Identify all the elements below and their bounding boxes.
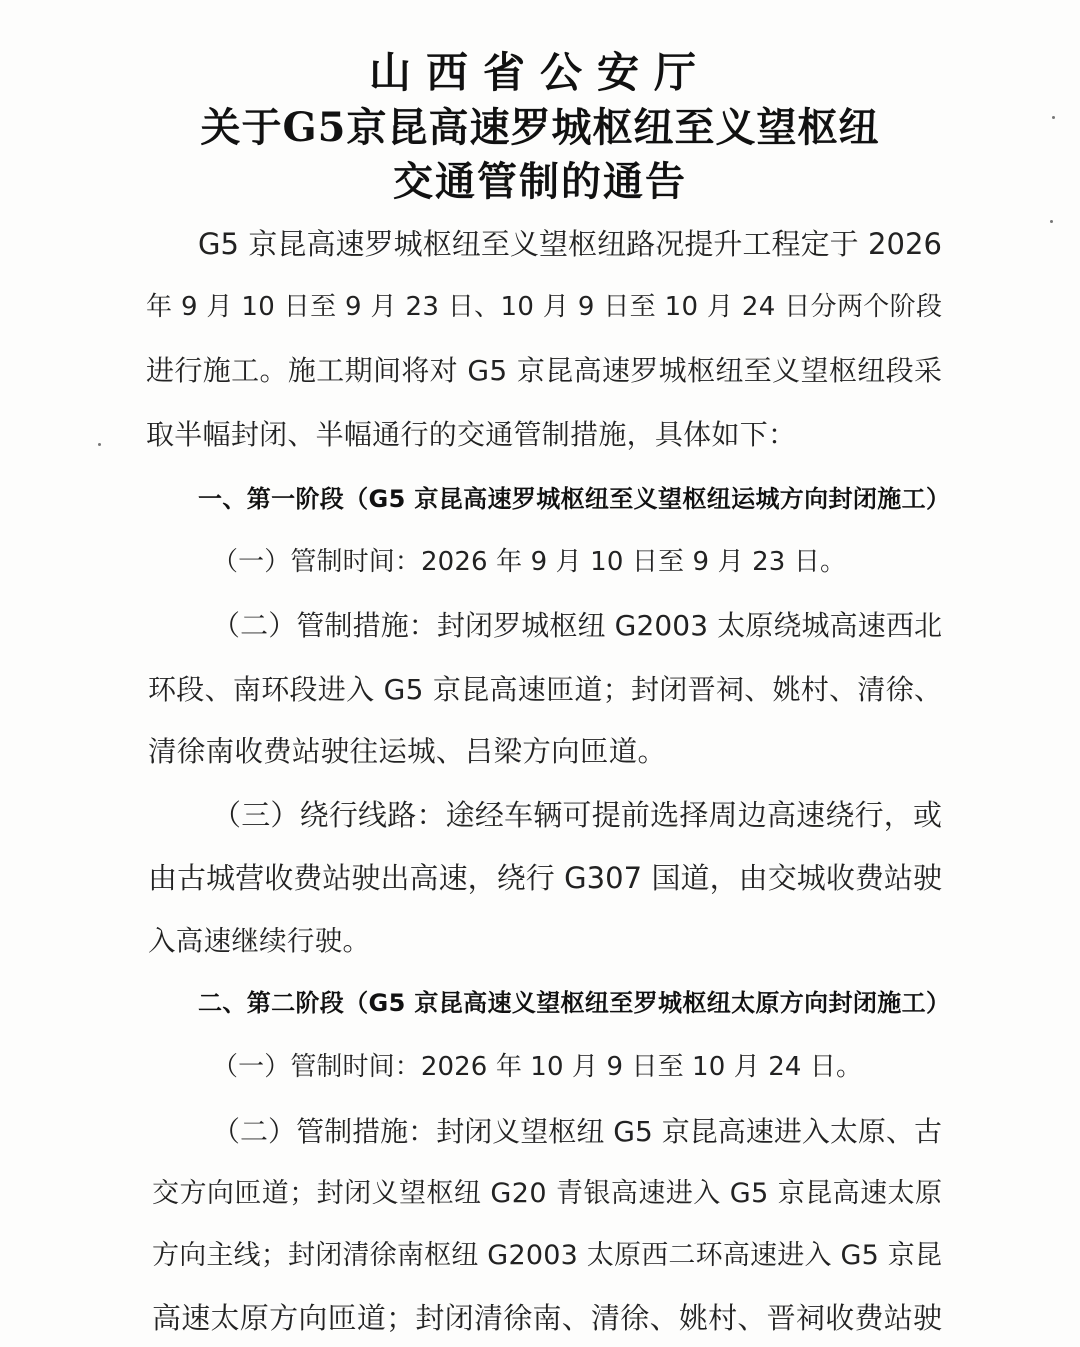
phase1-time: （一）管制时间：2026 年 9 月 10 日至 9 月 23 日。 bbox=[212, 547, 847, 577]
phase2-measures-line-1: （二）管制措施：封闭义望枢纽 G5 京昆高速进入太原、古 bbox=[212, 1115, 943, 1148]
phase2-heading: 二、第二阶段（G5 京昆高速义望枢纽至罗城枢纽太原方向封闭施工） bbox=[198, 989, 951, 1017]
phase1-detour-line-2: 由古城营收费站驶出高速，绕行 G307 国道，由交城收费站驶 bbox=[148, 861, 943, 895]
scan-speck bbox=[1050, 220, 1053, 223]
intro-line-4: 取半幅封闭、半幅通行的交通管制措施，具体如下： bbox=[146, 418, 797, 451]
phase1-detour-line-1: （三）绕行线路：途经车辆可提前选择周边高速绕行，或 bbox=[212, 798, 943, 832]
notice-title-line-1: 关于G5京昆高速罗城枢纽至义望枢纽 bbox=[200, 104, 880, 151]
intro-line-2: 年 9 月 10 日至 9 月 23 日、10 月 9 日至 10 月 24 日分两个阶段 bbox=[146, 292, 943, 322]
phase1-measures-line-1: （二）管制措施：封闭罗城枢纽 G2003 太原绕城高速西北 bbox=[212, 609, 943, 642]
issuer-title: 山西省公安厅 bbox=[368, 48, 711, 97]
scan-speck bbox=[98, 443, 101, 446]
notice-title-line-2: 交通管制的通告 bbox=[393, 158, 687, 205]
phase1-heading: 一、第一阶段（G5 京昆高速罗城枢纽至义望枢纽运城方向封闭施工） bbox=[198, 485, 951, 513]
phase2-time: （一）管制时间：2026 年 10 月 9 日至 10 月 24 日。 bbox=[212, 1052, 863, 1082]
scan-speck bbox=[1052, 116, 1055, 119]
intro-line-3: 进行施工。施工期间将对 G5 京昆高速罗城枢纽至义望枢纽段采 bbox=[146, 354, 943, 387]
phase2-measures-line-2: 交方向匝道；封闭义望枢纽 G20 青银高速进入 G5 京昆高速太原 bbox=[152, 1178, 943, 1209]
phase1-measures-line-2: 环段、南环段进入 G5 京昆高速匝道；封闭晋祠、姚村、清徐、 bbox=[148, 673, 943, 706]
phase1-detour-line-3: 入高速继续行驶。 bbox=[148, 925, 371, 957]
phase1-measures-line-3: 清徐南收费站驶往运城、吕梁方向匝道。 bbox=[148, 735, 667, 768]
phase2-measures-line-4: 高速太原方向匝道；封闭清徐南、清徐、姚村、晋祠收费站驶 bbox=[152, 1301, 943, 1335]
intro-line-1: G5 京昆高速罗城枢纽至义望枢纽路况提升工程定于 2026 bbox=[198, 227, 943, 261]
phase2-measures-line-3: 方向主线；封闭清徐南枢纽 G2003 太原西二环高速进入 G5 京昆 bbox=[152, 1240, 943, 1271]
